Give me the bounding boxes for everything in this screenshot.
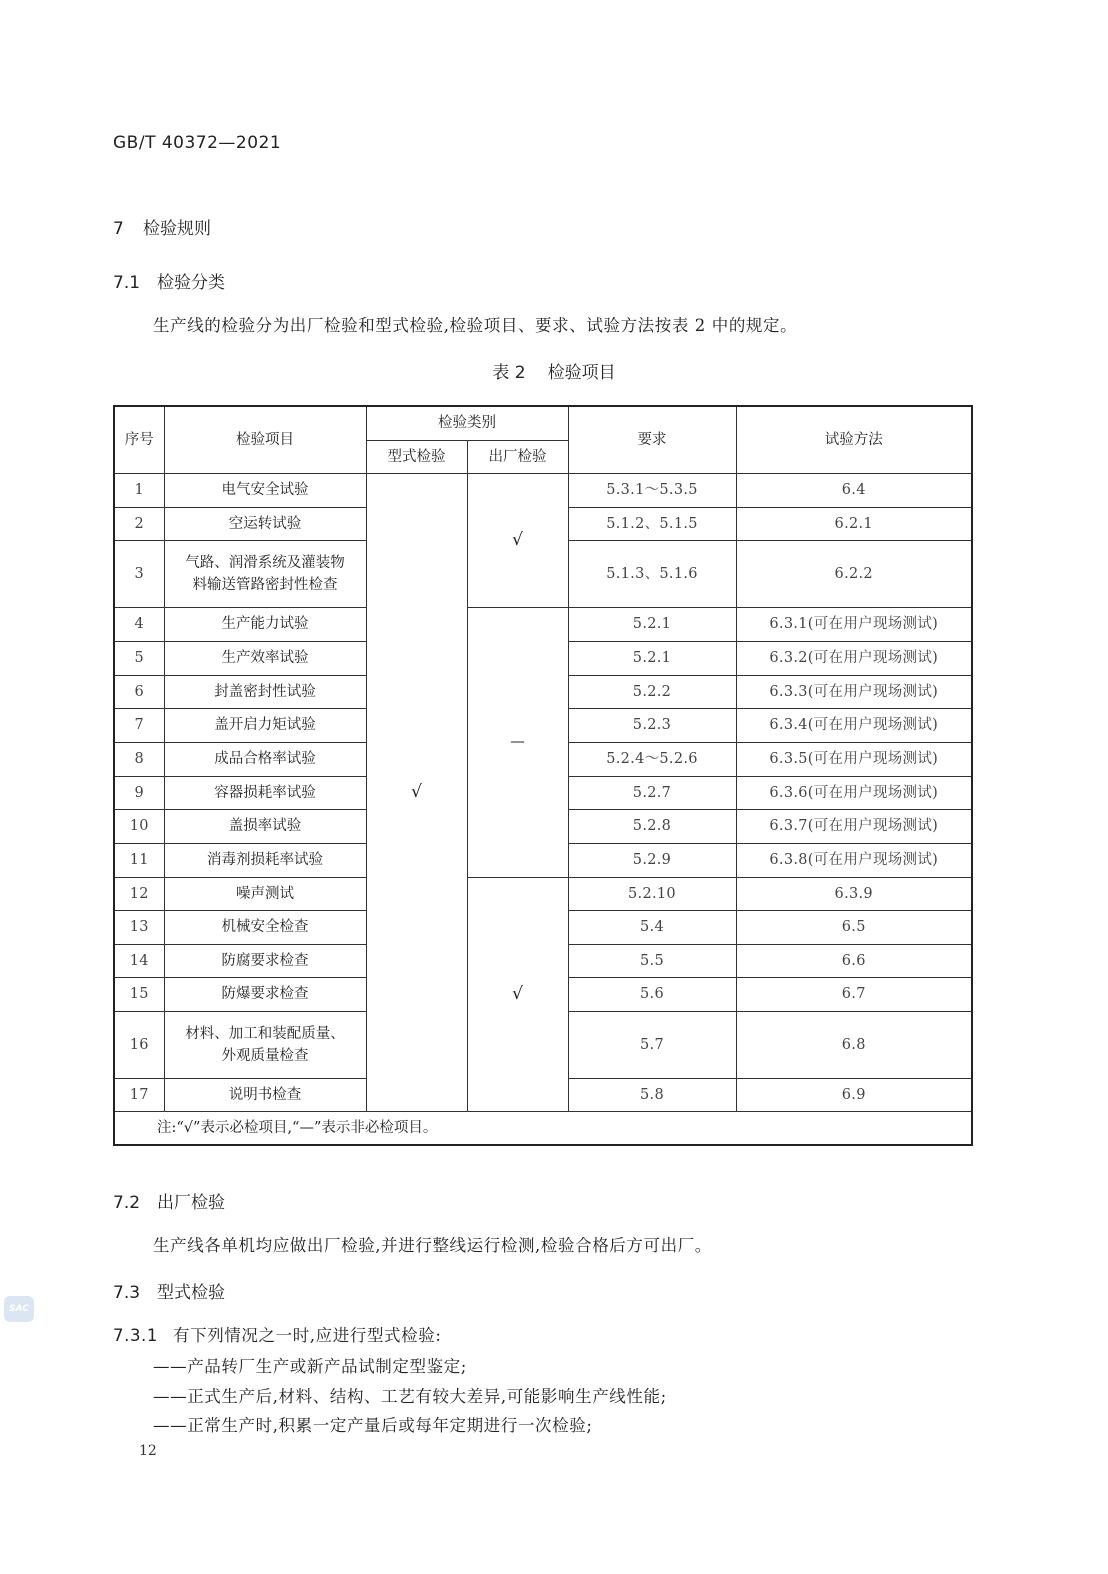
factory-test-mark: √ <box>467 473 568 607</box>
row-requirement: 5.2.7 <box>568 776 736 809</box>
row-requirement: 5.4 <box>568 910 736 944</box>
row-seq: 10 <box>114 809 164 843</box>
row-requirement: 5.2.2 <box>568 675 736 708</box>
row-requirement: 5.2.4～5.2.6 <box>568 742 736 776</box>
section-number: 7 <box>113 219 124 239</box>
row-method: 6.5 <box>736 910 972 944</box>
row-item <box>164 1011 366 1078</box>
row-method: 6.8 <box>736 1011 972 1078</box>
row-requirement: 5.2.8 <box>568 809 736 843</box>
row-seq: 1 <box>114 473 164 507</box>
row-item: 机械安全检查 <box>164 910 366 944</box>
table-row <box>114 607 972 641</box>
row-method: 6.3.2(可在用户现场测试) <box>736 641 972 675</box>
row-seq: 16 <box>114 1011 164 1078</box>
row-seq: 8 <box>114 742 164 776</box>
row-method: 6.3.6(可在用户现场测试) <box>736 776 972 809</box>
row-item: 盖开启力矩试验 <box>164 708 366 742</box>
section-number: 7.1 <box>113 273 141 293</box>
row-seq: 2 <box>114 507 164 540</box>
row-requirement: 5.1.3、5.1.6 <box>568 540 736 607</box>
row-method: 6.4 <box>736 473 972 507</box>
row-method: 6.3.5(可在用户现场测试) <box>736 742 972 776</box>
section-7-3-heading <box>113 1278 225 1303</box>
header-item: 检验项目 <box>164 406 366 473</box>
row-method: 6.9 <box>736 1078 972 1111</box>
header-factory-test: 出厂检验 <box>467 440 568 473</box>
inspection-table <box>113 405 973 1146</box>
row-seq: 7 <box>114 708 164 742</box>
header-method: 试验方法 <box>736 406 972 473</box>
table-caption <box>0 358 1108 383</box>
section-7-2-heading <box>113 1188 225 1213</box>
row-requirement: 5.1.2、5.1.5 <box>568 507 736 540</box>
row-seq: 15 <box>114 977 164 1011</box>
sac-watermark-logo: SAC <box>4 1296 34 1322</box>
row-requirement: 5.3.1～5.3.5 <box>568 473 736 507</box>
table-caption-number: 表 2 <box>492 363 526 383</box>
table-row <box>114 877 972 910</box>
header-seq: 序号 <box>114 406 164 473</box>
row-requirement: 5.6 <box>568 977 736 1011</box>
clause-7-3-1 <box>113 1322 442 1346</box>
row-method: 6.3.9 <box>736 877 972 910</box>
row-seq: 3 <box>114 540 164 607</box>
table-caption-title: 检验项目 <box>547 363 616 383</box>
row-item: 噪声测试 <box>164 877 366 910</box>
section-title: 检验分类 <box>157 273 225 293</box>
row-seq: 12 <box>114 877 164 910</box>
section-7-1-paragraph: 生产线的检验分为出厂检验和型式检验,检验项目、要求、试验方法按表 2 中的规定。 <box>153 316 798 335</box>
list-item: ——正式生产后,材料、结构、工艺有较大差异,可能影响生产线性能; <box>153 1387 667 1406</box>
section-number: 7.3 <box>113 1283 141 1303</box>
row-requirement: 5.2.9 <box>568 843 736 877</box>
row-item-line: 气路、润滑系统及灌装物 <box>185 554 345 571</box>
row-requirement: 5.2.1 <box>568 607 736 641</box>
row-seq: 9 <box>114 776 164 809</box>
row-requirement: 5.2.1 <box>568 641 736 675</box>
row-item: 容器损耗率试验 <box>164 776 366 809</box>
row-item: 生产效率试验 <box>164 641 366 675</box>
row-item: 说明书检查 <box>164 1078 366 1111</box>
row-seq: 11 <box>114 843 164 877</box>
row-item: 电气安全试验 <box>164 473 366 507</box>
row-method: 6.2.2 <box>736 540 972 607</box>
clause-text: 有下列情况之一时,应进行型式检验: <box>173 1326 442 1345</box>
row-item: 防腐要求检查 <box>164 944 366 977</box>
row-method: 6.6 <box>736 944 972 977</box>
section-7-1-heading <box>113 268 225 293</box>
row-method: 6.3.3(可在用户现场测试) <box>736 675 972 708</box>
page-number: 12 <box>139 1443 157 1459</box>
row-requirement: 5.8 <box>568 1078 736 1111</box>
factory-test-mark: √ <box>467 877 568 1111</box>
list-item: ——正常生产时,积累一定产量后或每年定期进行一次检验; <box>153 1416 593 1435</box>
row-seq: 13 <box>114 910 164 944</box>
row-seq: 17 <box>114 1078 164 1111</box>
row-requirement: 5.5 <box>568 944 736 977</box>
row-method: 6.3.1(可在用户现场测试) <box>736 607 972 641</box>
table-note-row <box>114 1111 972 1145</box>
header-requirement: 要求 <box>568 406 736 473</box>
row-method: 6.3.8(可在用户现场测试) <box>736 843 972 877</box>
row-item: 生产能力试验 <box>164 607 366 641</box>
section-title: 检验规则 <box>143 219 211 239</box>
row-method: 6.2.1 <box>736 507 972 540</box>
row-seq: 4 <box>114 607 164 641</box>
row-requirement: 5.7 <box>568 1011 736 1078</box>
row-item <box>164 540 366 607</box>
section-7-2-paragraph: 生产线各单机均应做出厂检验,并进行整线运行检测,检验合格后方可出厂。 <box>153 1236 712 1255</box>
section-7-heading <box>113 214 211 239</box>
table-row <box>114 473 972 507</box>
section-number: 7.2 <box>113 1193 141 1213</box>
section-title: 出厂检验 <box>157 1193 225 1213</box>
row-item: 空运转试验 <box>164 507 366 540</box>
row-item-line: 材料、加工和装配质量、 <box>185 1025 345 1042</box>
header-type-test: 型式检验 <box>366 440 467 473</box>
row-seq: 14 <box>114 944 164 977</box>
row-item: 盖损率试验 <box>164 809 366 843</box>
row-requirement: 5.2.3 <box>568 708 736 742</box>
list-item: ——产品转厂生产或新产品试制定型鉴定; <box>153 1357 467 1376</box>
row-item-line: 外观质量检查 <box>221 1047 309 1064</box>
factory-test-mark: — <box>467 607 568 877</box>
row-item: 封盖密封性试验 <box>164 675 366 708</box>
row-item: 防爆要求检查 <box>164 977 366 1011</box>
row-item: 成品合格率试验 <box>164 742 366 776</box>
row-requirement: 5.2.10 <box>568 877 736 910</box>
row-seq: 5 <box>114 641 164 675</box>
row-item-line: 料输送管路密封性检查 <box>192 576 338 593</box>
table-note: 注:“√”表示必检项目,“—”表示非必检项目。 <box>114 1111 972 1145</box>
header-category: 检验类别 <box>366 406 568 440</box>
row-method: 6.3.4(可在用户现场测试) <box>736 708 972 742</box>
section-title: 型式检验 <box>157 1283 225 1303</box>
standard-number: GB/T 40372—2021 <box>113 133 282 153</box>
type-test-mark: √ <box>366 473 467 1111</box>
row-seq: 6 <box>114 675 164 708</box>
row-item: 消毒剂损耗率试验 <box>164 843 366 877</box>
row-method: 6.7 <box>736 977 972 1011</box>
clause-number: 7.3.1 <box>113 1326 158 1345</box>
row-method: 6.3.7(可在用户现场测试) <box>736 809 972 843</box>
